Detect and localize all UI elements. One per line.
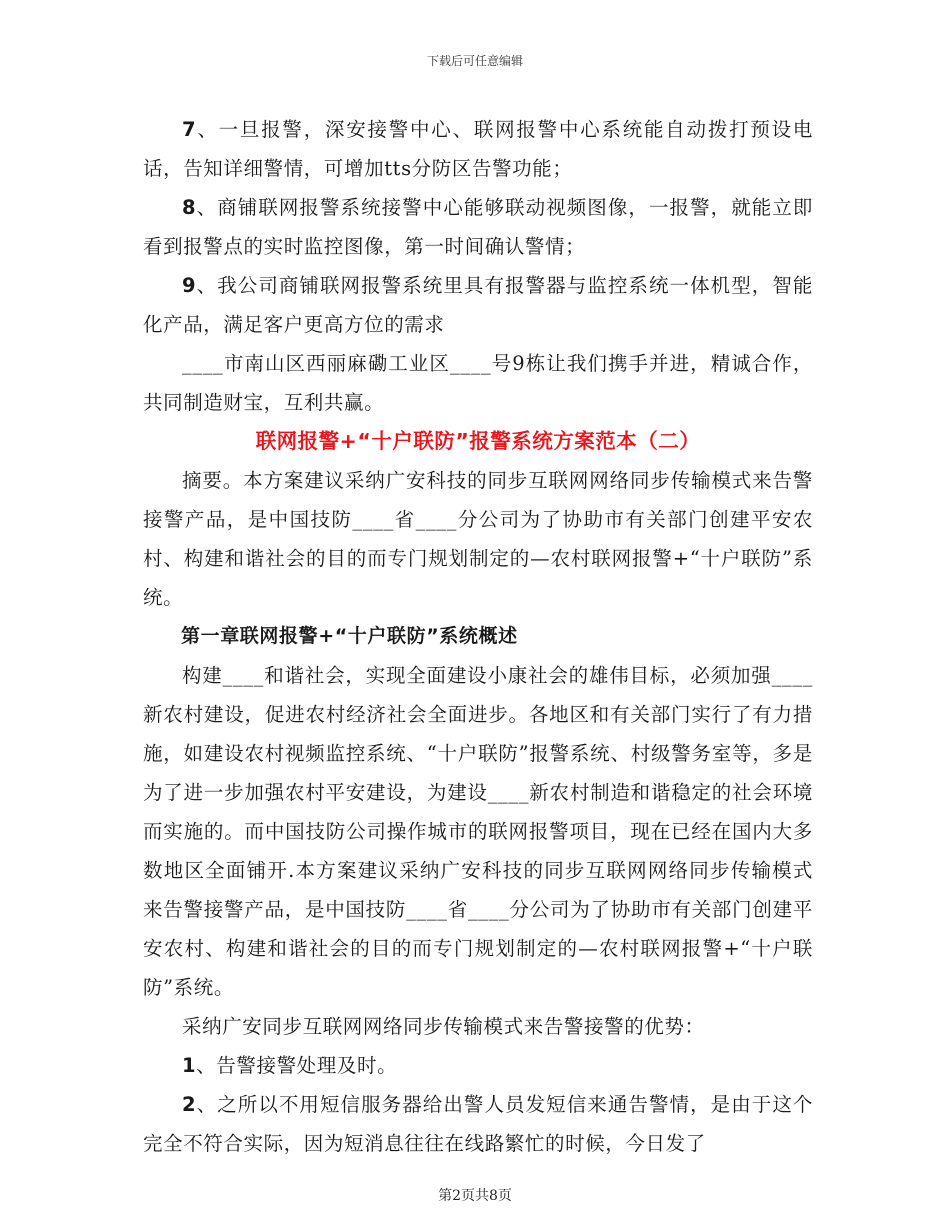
page-header: 下载后可任意编辑 [426, 54, 523, 68]
chapter-title: 第一章联网报警+“十户联防”系统概述 [181, 625, 518, 647]
paragraph-overview [143, 656, 813, 1007]
abstract-paragraph: 摘要。本方案建议采纳广安科技的同步互联网网络同步传输模式来告警接警产品，是中国技防____省____分公司为了协助市有关部门创建平安农村、构建和谐社会的目的而专门规划制定的—农村联网报警+“十户联防”系统。 [143, 469, 813, 609]
paragraph-item-2 [143, 1085, 813, 1163]
paragraph-text: 、商铺联网报警系统接警中心能够联动视频图像，一报警，就能立即看到报警点的实时监控图像，第一时间确认警情； [143, 196, 813, 258]
list-number: 7 [182, 118, 197, 141]
paragraph-item-8 [143, 188, 813, 266]
page-footer: 第2页共8页 [438, 1188, 512, 1204]
paragraph-text: ____市南山区西丽麻磡工业区____号9栋让我们携手并进，精诚合作，共同制造财宝，互利共赢。 [143, 352, 813, 414]
paragraph-item-7 [143, 110, 813, 188]
paragraph-advantages [143, 1007, 813, 1046]
paragraph-text: 、一旦报警，深安接警中心、联网报警中心系统能自动拨打预设电话，告知详细警情，可增加tts分防区告警功能； [143, 118, 813, 180]
paragraph-address [143, 344, 813, 422]
list-number: 1 [182, 1054, 197, 1077]
paragraph-text: 、之所以不用短信服务器给出警人员发短信来通告警情，是由于这个完全不符合实际，因为短消息往往在线路繁忙的时候，今日发了 [143, 1093, 813, 1155]
section-title: 联网报警+“十户联防”报警系统方案范本（二） [255, 429, 701, 453]
list-number: 9 [182, 274, 197, 297]
paragraph-text: 构建____和谐社会，实现全面建设小康社会的雄伟目标，必须加强____新农村建设，促进农村经济社会全面进步。各地区和有关部门实行了有力措施，如建设农村视频监控系统、“十户联防”报警系统、村级警务室等，多是为了进一步加强农村平安建设，为建设____新农村制造和谐稳定的社会环境而实施的。而中国技防公司操作城市的联网报警项目，现在已经在国内大多数地区全面铺开.本方案建议采纳广安科技的同步互联网网络同步传输模式来告警接警产品，是中国技防____省____分公司为了协助市有关部门创建平安农村、构建和谐社会的目的而专门规划制定的—农村联网报警+“十户联防”系统。 [143, 664, 813, 999]
list-number: 2 [182, 1093, 197, 1116]
paragraph-text: 、告警接警处理及时。 [196, 1054, 398, 1077]
paragraph-item-9 [143, 266, 813, 344]
paragraph-text: 采纳广安同步互联网网络同步传输模式来告警接警的优势： [182, 1015, 705, 1038]
document-body [143, 110, 813, 1163]
paragraph-text: 、我公司商铺联网报警系统里具有报警器与监控系统一体机型，智能化产品，满足客户更高方位的需求 [143, 274, 813, 336]
list-number: 8 [182, 196, 197, 219]
paragraph-item-1 [143, 1046, 813, 1085]
